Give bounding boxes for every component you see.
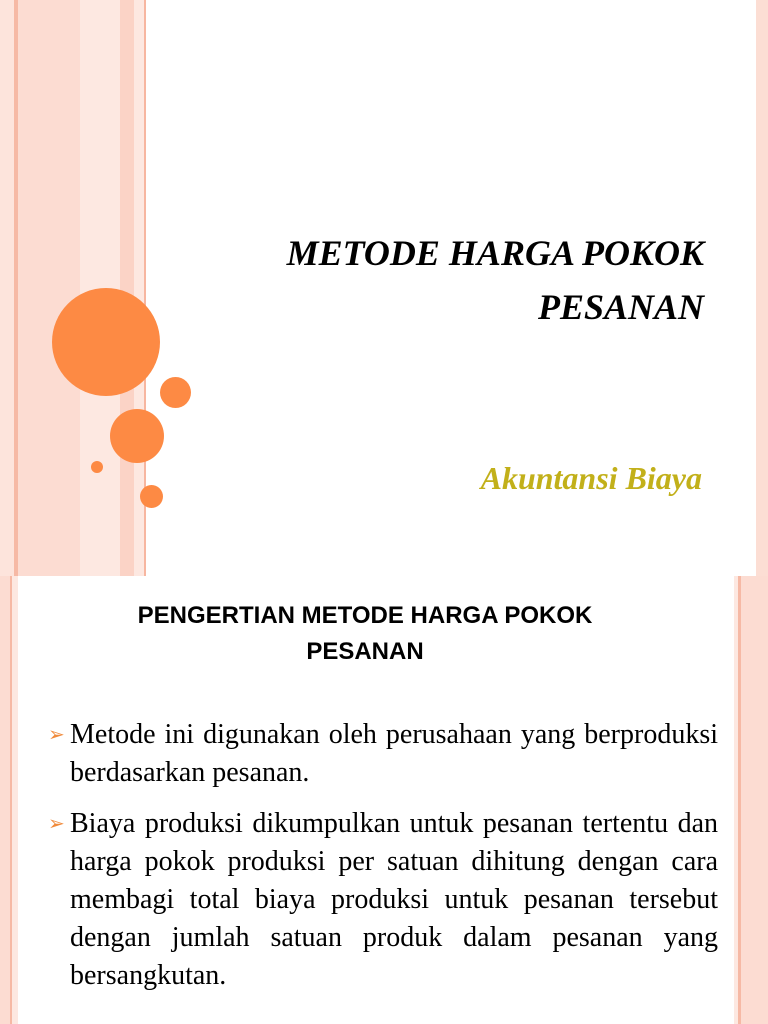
decorative-stripe: [756, 0, 768, 576]
content-title-line-2: PESANAN: [306, 638, 424, 665]
slide-title-line-1: METODE HARGA POKOK: [286, 233, 704, 273]
bullet-list: [48, 716, 718, 1008]
decorative-circle-small: [160, 377, 191, 408]
decorative-stripe: [0, 576, 10, 1024]
bullet-item: [48, 716, 718, 792]
content-slide: [0, 576, 768, 1024]
content-slide-title: [60, 598, 670, 670]
arrow-right-icon: ➢: [48, 722, 65, 746]
bullet-item: [48, 805, 718, 995]
decorative-circle-medium: [110, 409, 164, 463]
decorative-circle-tiny: [91, 461, 103, 473]
decorative-circle-small: [140, 485, 163, 508]
decorative-stripe: [120, 0, 134, 576]
bullet-text: Biaya produksi dikumpulkan untuk pesanan tertentu dan harga pokok produksi per satuan dihitung dengan cara membagi total biaya produksi untuk pesanan tersebut dengan jumlah satuan produk dalam pesanan yang bersangkutan.: [70, 808, 718, 991]
decorative-stripe: [0, 0, 14, 576]
decorative-stripe: [12, 576, 18, 1024]
slide-subtitle: Akuntansi Biaya: [480, 460, 702, 496]
content-title-line-1: PENGERTIAN METODE HARGA POKOK: [137, 602, 593, 629]
arrow-right-icon: ➢: [48, 811, 65, 835]
decorative-stripe: [741, 576, 768, 1024]
slide-title-line-2: PESANAN: [537, 287, 704, 327]
slide-title: [184, 226, 704, 334]
decorative-circle-large: [52, 288, 160, 396]
decorative-stripe: [18, 0, 80, 576]
bullet-text: Metode ini digunakan oleh perusahaan yang berproduksi berdasarkan pesanan.: [70, 719, 718, 788]
